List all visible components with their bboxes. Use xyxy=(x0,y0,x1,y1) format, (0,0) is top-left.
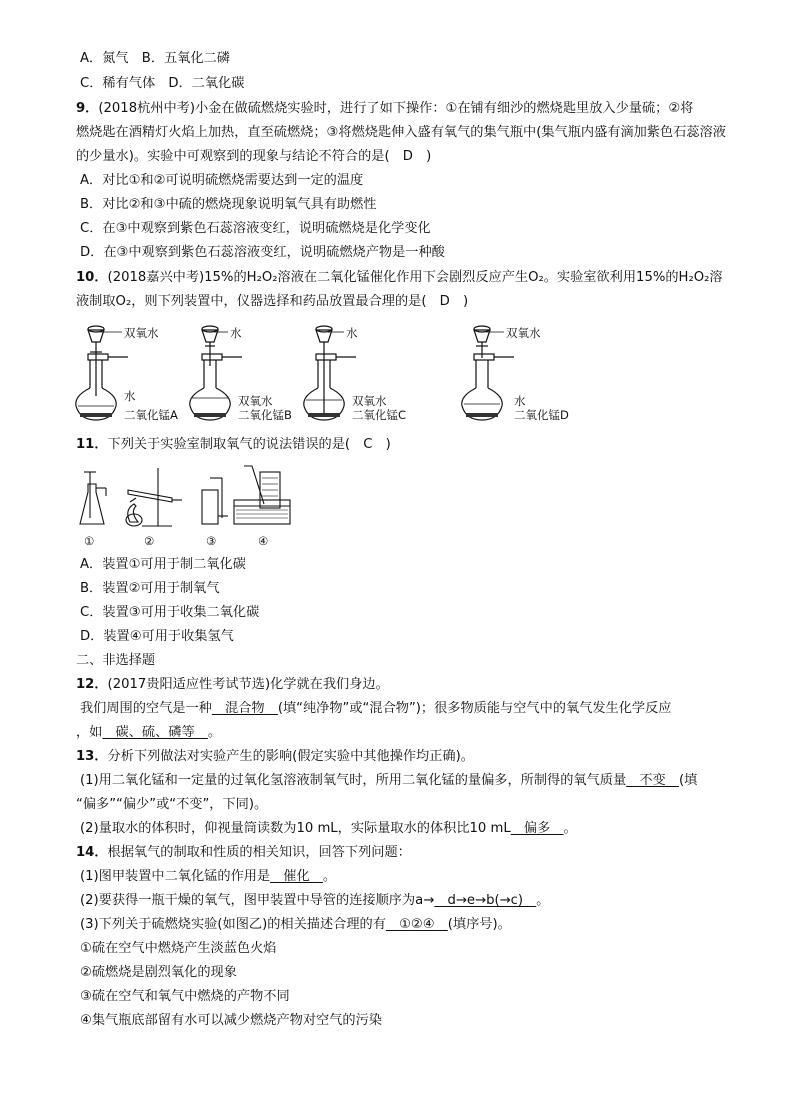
q14-item-4: ④集气瓶底部留有水可以减少燃烧产物对空气的污染 xyxy=(80,1013,382,1028)
q14-part2-text-a: (2)要获得一瓶干燥的氧气，图甲装置中导管的连接顺序为a→ xyxy=(80,893,435,908)
q10-fig-d-bot-label: 二氧化锰D xyxy=(514,408,569,422)
q14-answer-blank-2: d→e→b(→c) xyxy=(434,893,537,908)
q11-option-a: A．装置①可用于制二氧化碳 xyxy=(80,557,246,572)
q14-item-3: ③硫在空气和氧气中燃烧的产物不同 xyxy=(80,989,290,1004)
q13-stem xyxy=(76,747,474,767)
q12-answer-blank-1: 混合物 xyxy=(211,701,278,716)
q12-line2 xyxy=(80,699,672,719)
q10-fig-b-mid-label: 双氧水 xyxy=(238,394,273,408)
q13-number: 13． xyxy=(76,749,108,764)
q13-part2 xyxy=(80,819,577,839)
q10-stem-line1 xyxy=(76,268,723,288)
q14-part3-text-a: (3)下列关于硫燃烧实验(如图乙)的相关描述合理的有 xyxy=(80,917,386,932)
q12-answer-blank-2: 碳、硫、磷等 xyxy=(102,725,208,740)
q10-fig-a-top-label: 双氧水 xyxy=(124,326,159,340)
q10-fig-a-bot-label: 二氧化锰A xyxy=(124,408,178,422)
q14-part1-text-a: (1)图甲装置中二氧化锰的作用是 xyxy=(80,869,271,884)
q13-stem-text: 分析下列做法对实验产生的影响(假定实验中其他操作均正确)。 xyxy=(107,749,474,764)
q10-apparatus-figures xyxy=(70,318,710,428)
q9-stem-line2: 燃烧匙在酒精灯火焰上加热，直至硫燃烧；③将燃烧匙伸入盛有氧气的集气瓶中(集气瓶内盛有滴加紫色石蕊溶液 xyxy=(76,125,726,140)
q14-part1-text-b: 。 xyxy=(322,869,337,884)
q9-number: 9． xyxy=(76,101,99,116)
q9-option-b: B．对比②和③中硫的燃烧现象说明氧气具有助燃性 xyxy=(80,197,377,212)
q10-fig-c-top-label: 水 xyxy=(346,326,358,340)
q10-fig-b-bot-label: 二氧化锰B xyxy=(238,408,292,422)
q11-fig-label-4: ④ xyxy=(258,534,269,548)
q14-part1 xyxy=(80,867,336,887)
q14-item-1: ①硫在空气中燃烧产生淡蓝色火焰 xyxy=(80,941,277,956)
q9-option-a: A．对比①和②可说明硫燃烧需要达到一定的温度 xyxy=(80,173,364,188)
q14-part3 xyxy=(80,915,511,935)
q11-stem xyxy=(76,435,391,455)
q14-stem-text: 根据氧气的制取和性质的相关知识，回答下列问题： xyxy=(107,845,411,860)
q9-stem-line1 xyxy=(76,99,693,119)
q10-fig-d-top-label: 双氧水 xyxy=(506,326,541,340)
q10-fig-c-bot-label: 二氧化锰C xyxy=(352,408,407,422)
q11-number: 11． xyxy=(76,437,108,452)
q12-line2-text-b: (填“纯净物”或“混合物”)；很多物质能与空气中的氧气发生化学反应 xyxy=(277,701,672,716)
q12-stem xyxy=(76,675,389,695)
q13-answer-blank-1: 不变 xyxy=(626,773,679,788)
q12-stem-text: (2017贵阳适应性考试节选)化学就在我们身边。 xyxy=(107,677,389,692)
q14-part3-text-b: (填序号)。 xyxy=(447,917,511,932)
q8-option-c-d: C．稀有气体 D．二氧化碳 xyxy=(80,76,245,91)
q13-answer-blank-2: 偏多 xyxy=(510,821,564,836)
q13-part2-text-b: 。 xyxy=(563,821,577,836)
q10-fig-a-mid-label: 水 xyxy=(124,389,136,403)
q14-item-2: ②硫燃烧是剧烈氧化的现象 xyxy=(80,965,237,980)
q13-part1-text-a: (1)用二氧化锰和一定量的过氧化氢溶液制氧气时，所用二氧化锰的量偏多，所制得的氧气质量 xyxy=(80,773,627,788)
q11-option-c: C．装置③可用于收集二氧化碳 xyxy=(80,605,260,620)
q12-line3-text-b: 。 xyxy=(207,725,222,740)
q14-part2 xyxy=(80,891,549,911)
q14-answer-blank-1: 催化 xyxy=(270,869,323,884)
q14-stem xyxy=(76,843,411,863)
q13-part2-text-a: (2)量取水的体积时，仰视量筒读数为10 mL，实际量取水的体积比10 mL xyxy=(80,821,511,836)
q10-stem-line2: 液制取O₂，则下列装置中，仪器选择和药品放置最合理的是( D ) xyxy=(76,294,469,309)
q11-fig-label-1: ① xyxy=(84,534,95,548)
q8-option-a-b: A．氮气 B．五氧化二磷 xyxy=(80,51,230,66)
q11-fig-label-3: ③ xyxy=(206,534,217,548)
q10-fig-c-mid-label: 双氧水 xyxy=(352,394,387,408)
q14-part2-text-b: 。 xyxy=(536,893,550,908)
section-heading-nonchoice: 二、非选择题 xyxy=(76,653,156,668)
q12-number: 12． xyxy=(76,677,108,692)
q10-fig-b-top-label: 水 xyxy=(230,326,242,340)
q13-part1-text-b: (填 xyxy=(678,773,698,788)
lab-apparatus-illustration xyxy=(72,462,312,532)
q12-line3-text-a: ，如 xyxy=(76,725,103,740)
q13-part1 xyxy=(80,771,697,791)
q13-part1-cont: “偏多”“偏少”或“不变”，下同)。 xyxy=(76,797,268,812)
q11-fig-label-2: ② xyxy=(144,534,155,548)
q12-line3 xyxy=(76,723,221,743)
q11-apparatus-figures xyxy=(72,462,312,550)
q10-line1-text: (2018嘉兴中考)15%的H₂O₂溶液在二氧化锰催化作用下会剧烈反应产生O₂。实验室欲利用15%的H₂O₂溶 xyxy=(107,270,723,285)
q10-fig-d-mid-label: 水 xyxy=(514,394,526,408)
q11-option-b: B．装置②可用于制氧气 xyxy=(80,581,220,596)
q9-option-d: D．在③中观察到紫色石蕊溶液变红，说明硫燃烧产物是一种酸 xyxy=(80,245,445,260)
q9-option-c: C．在③中观察到紫色石蕊溶液变红，说明硫燃烧是化学变化 xyxy=(80,221,431,236)
q9-line1-text: (2018杭州中考)小金在做硫燃烧实验时，进行了如下操作：①在铺有细沙的燃烧匙里放入少量硫；②将 xyxy=(98,101,694,116)
q10-number: 10． xyxy=(76,270,108,285)
q11-option-d: D．装置④可用于收集氢气 xyxy=(80,629,234,644)
q12-line2-text-a: 我们周围的空气是一种 xyxy=(80,701,212,716)
q14-answer-blank-3: ①②④ xyxy=(385,917,448,932)
q14-number: 14． xyxy=(76,845,108,860)
q11-stem-text: 下列关于实验室制取氧气的说法错误的是( C ) xyxy=(107,437,391,452)
q9-stem-line3: 的少量水)。实验中可观察到的现象与结论不符合的是( D ) xyxy=(76,149,432,164)
